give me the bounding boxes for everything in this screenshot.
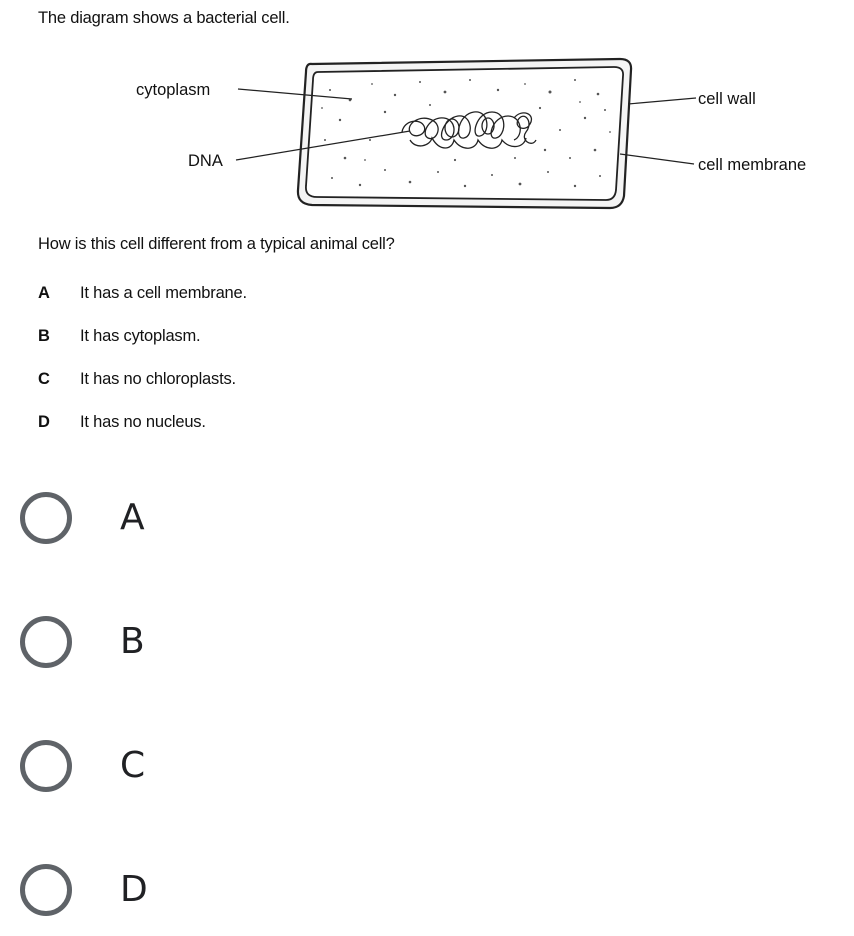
- answer-choice-c[interactable]: [20, 740, 320, 806]
- label-dna: DNA: [188, 152, 223, 170]
- answer-choice-b[interactable]: [20, 616, 320, 682]
- radio-button-d[interactable]: [20, 864, 72, 916]
- option-text: It has no nucleus.: [80, 413, 206, 431]
- option-letter: B: [38, 327, 50, 345]
- label-cell-wall: cell wall: [698, 90, 756, 108]
- radio-button-c[interactable]: [20, 740, 72, 792]
- option-letter: A: [38, 284, 50, 302]
- answer-choice-a[interactable]: [20, 492, 320, 558]
- label-cytoplasm: cytoplasm: [136, 81, 211, 99]
- answer-label-b[interactable]: B: [120, 621, 145, 662]
- cell-wall-pointer: [628, 98, 696, 104]
- option-text: It has cytoplasm.: [80, 327, 201, 345]
- answer-label-c[interactable]: C: [120, 745, 146, 786]
- radio-button-a[interactable]: [20, 492, 72, 544]
- option-d: [38, 413, 206, 432]
- question-intro: The diagram shows a bacterial cell.: [38, 9, 290, 27]
- answer-label-d[interactable]: D: [120, 869, 148, 910]
- cell-membrane-pointer: [620, 154, 694, 164]
- option-text: It has no chloroplasts.: [80, 370, 236, 388]
- option-a: [38, 284, 247, 303]
- cell-membrane-outline: [306, 67, 623, 200]
- bacterial-cell-diagram: [0, 0, 854, 230]
- option-text: It has a cell membrane.: [80, 284, 247, 302]
- option-letter: D: [38, 413, 50, 431]
- answer-choice-d[interactable]: [20, 864, 320, 930]
- label-cell-membrane: cell membrane: [698, 156, 807, 174]
- question-text: How is this cell different from a typical animal cell?: [38, 235, 395, 253]
- radio-button-b[interactable]: [20, 616, 72, 668]
- option-c: [38, 370, 236, 389]
- option-letter: C: [38, 370, 50, 388]
- option-b: [38, 327, 200, 346]
- answer-label-a[interactable]: A: [120, 497, 145, 538]
